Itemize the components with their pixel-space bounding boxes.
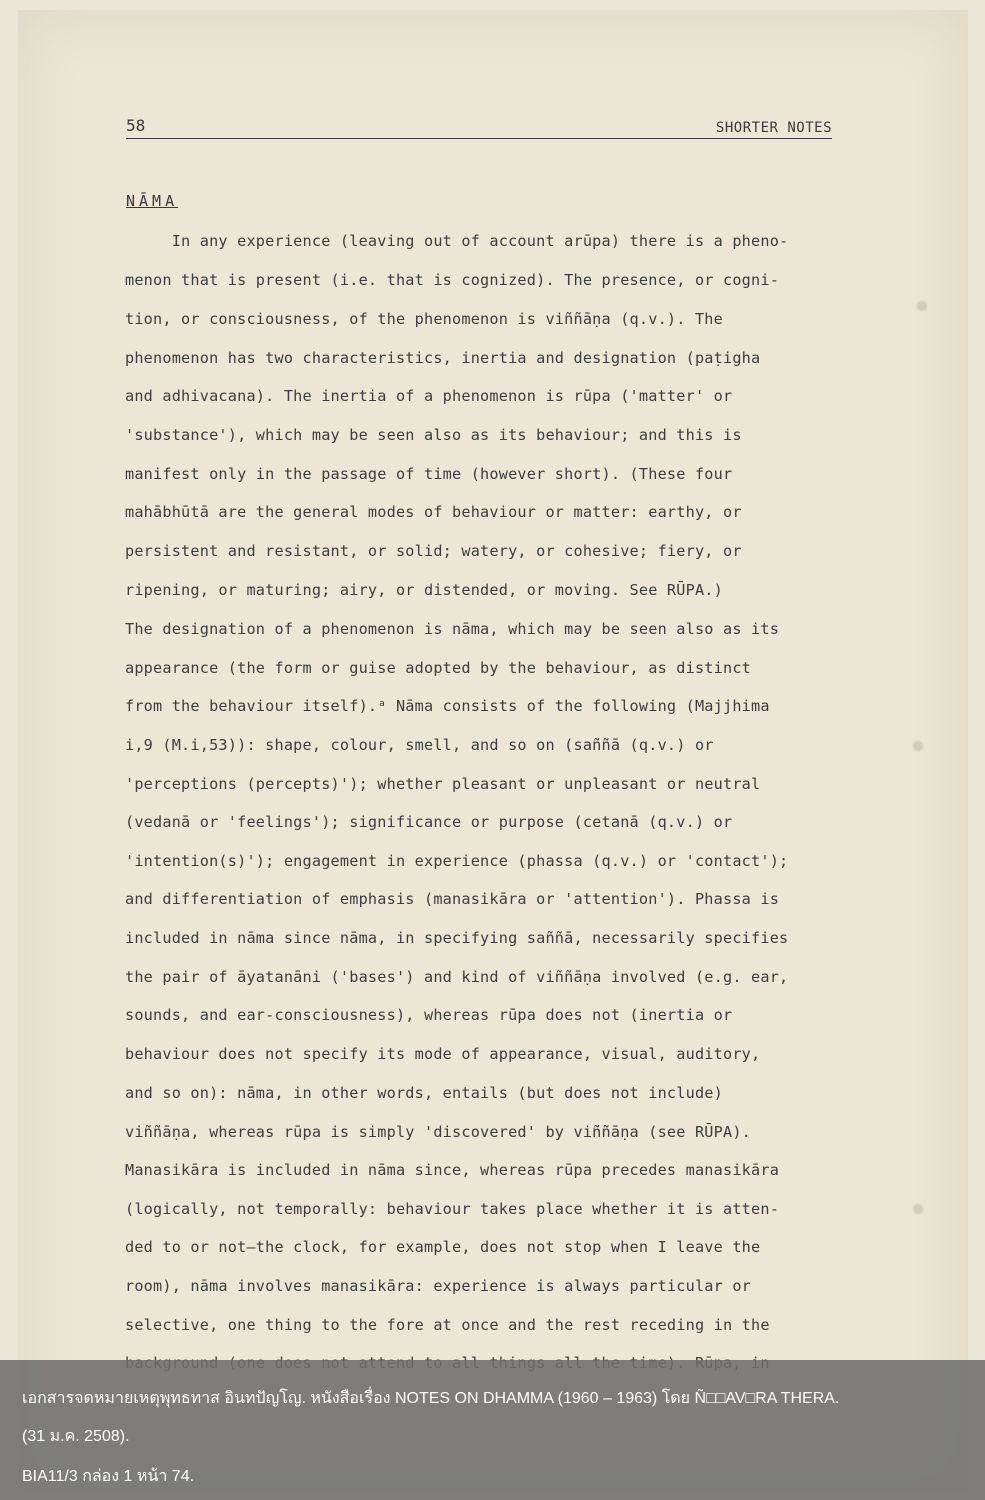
text-line: and differentiation of emphasis (manasikāra or 'attention'). Phassa is	[125, 890, 780, 908]
text-line: 'intention(s)'); engagement in experience (phassa (q.v.) or 'contact');	[125, 852, 789, 870]
text-line: viññāṇa, whereas rūpa is simply 'discovered' by viññāṇa (see RŪPA).	[125, 1123, 752, 1141]
punch-hole	[914, 742, 922, 750]
text-line: from the behaviour itself).ᵃ Nāma consists of the following (Majjhima	[125, 697, 770, 715]
text-line: mahābhūtā are the general modes of behaviour or matter: earthy, or	[125, 503, 742, 521]
archive-caption	[0, 1360, 985, 1500]
text-line: room), nāma involves manasikāra: experience is always particular or	[125, 1277, 752, 1295]
text-line: ripening, or maturing; airy, or distended, or moving. See RŪPA.)	[125, 581, 723, 599]
text-line: sounds, and ear-consciousness), whereas rūpa does not (inertia or	[125, 1006, 733, 1024]
text-line: 'perceptions (percepts)'); whether pleasant or unpleasant or neutral	[125, 775, 761, 793]
text-line: behaviour does not specify its mode of appearance, visual, auditory,	[125, 1045, 761, 1063]
caption-date: (31 ม.ค. 2508).	[22, 1428, 130, 1445]
text-line: included in nāma since nāma, in specifying saññā, necessarily specifies	[125, 929, 789, 947]
section-title: NĀMA	[126, 192, 179, 210]
caption-reference: BIA11/3 กล่อง 1 หน้า 74.	[22, 1468, 195, 1485]
text-line: (vedanā or 'feelings'); significance or purpose (cetanā (q.v.) or	[125, 813, 733, 831]
page-number: 58	[126, 116, 146, 135]
text-line: phenomenon has two characteristics, inertia and designation (paṭigha	[125, 349, 761, 367]
page-header	[126, 116, 832, 139]
punch-hole	[918, 302, 926, 310]
text-line: tion, or consciousness, of the phenomenon is viññāṇa (q.v.). The	[125, 310, 723, 328]
text-line: In any experience (leaving out of account arūpa) there is a pheno-	[125, 232, 789, 250]
text-line: and adhivacana). The inertia of a phenomenon is rūpa ('matter' or	[125, 387, 733, 405]
text-line: manifest only in the passage of time (however short). (These four	[125, 465, 733, 483]
text-line: i,9 (M.i,53)): shape, colour, smell, and so on (saññā (q.v.) or	[125, 736, 714, 754]
text-line: The designation of a phenomenon is nāma, which may be seen also as its	[125, 620, 780, 638]
text-line: Manasikāra is included in nāma since, whereas rūpa precedes manasikāra	[125, 1161, 780, 1179]
text-line: the pair of āyatanāni ('bases') and kind of viññāṇa involved (e.g. ear,	[125, 968, 789, 986]
text-line: persistent and resistant, or solid; watery, or cohesive; fiery, or	[125, 542, 742, 560]
text-line: selective, one thing to the fore at once and the rest receding in the	[125, 1316, 770, 1334]
text-line: (logically, not temporally: behaviour takes place whether it is atten-	[125, 1200, 780, 1218]
text-line: ded to or not—the clock, for example, does not stop when I leave the	[125, 1238, 761, 1256]
text-line: appearance (the form or guise adopted by the behaviour, as distinct	[125, 659, 752, 677]
caption-title: เอกสารจดหมายเหตุพุทธทาส อินทปัญโญ. หนังสือเรื่อง NOTES ON DHAMMA (1960 – 1963) โดย Ñ□□AV□RA THERA.	[22, 1390, 840, 1407]
text-line: 'substance'), which may be seen also as its behaviour; and this is	[125, 426, 742, 444]
text-line: menon that is present (i.e. that is cognized). The presence, or cogni-	[125, 271, 780, 289]
running-head: SHORTER NOTES	[715, 120, 832, 136]
punch-hole	[914, 1205, 922, 1213]
text-line: and so on): nāma, in other words, entails (but does not include)	[125, 1084, 723, 1102]
